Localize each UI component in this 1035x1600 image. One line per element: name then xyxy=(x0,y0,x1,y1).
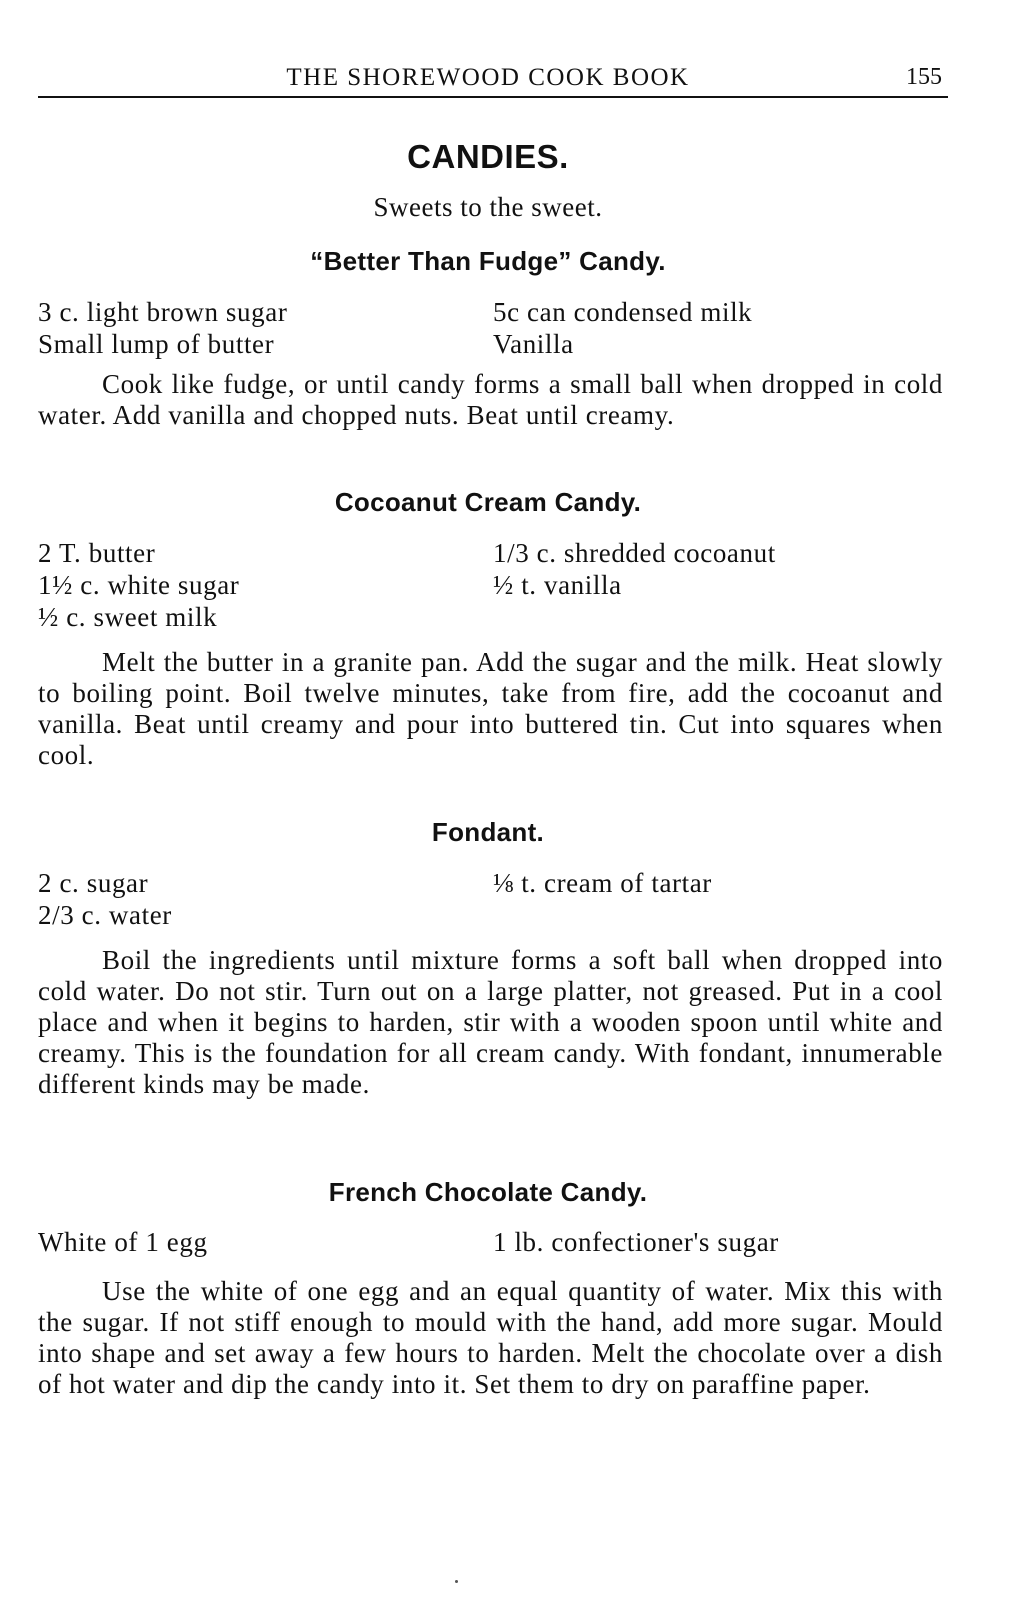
recipe-title-french-chocolate: French Chocolate Candy. xyxy=(328,1177,648,1207)
ingredient-row xyxy=(38,296,948,328)
ingredients-french-chocolate xyxy=(38,1226,948,1258)
ingredient: ⅛ t. cream of tartar xyxy=(493,868,712,898)
ingredient: 1½ c. white sugar xyxy=(38,570,240,600)
ingredient: 2 T. butter xyxy=(38,538,156,568)
ingredient-row xyxy=(38,1226,948,1258)
directions-french-chocolate: Use the white of one egg and an equal quantity of water. Mix this with the sugar. If not stiff enough to mould with the hand, add more sugar. Mould into shape and set away a few hours to harden. Melt the chocolate over a dish of hot water and dip the candy into it. Set them to dry on paraffine paper. xyxy=(38,1276,943,1399)
ingredient: 1 lb. confectioner's sugar xyxy=(493,1227,779,1257)
chapter-epigraph: Sweets to the sweet. xyxy=(373,192,603,222)
ingredient-row xyxy=(38,867,948,899)
print-speck xyxy=(455,1580,458,1583)
directions-cocoanut-cream: Melt the butter in a granite pan. Add the sugar and the milk. Heat slowly to boiling point. Boil twelve minutes, take from fire, add the cocoanut and vanilla. Beat until creamy and pour into buttered tin. Cut into squares when cool. xyxy=(38,647,943,770)
running-head: THE SHOREWOOD COOK BOOK xyxy=(286,64,690,91)
ingredients-better-than-fudge xyxy=(38,296,948,360)
ingredient-row xyxy=(38,569,948,601)
ingredient: Vanilla xyxy=(493,329,574,359)
recipe-title-fondant: Fondant. xyxy=(431,817,545,847)
ingredient: 2 c. sugar xyxy=(38,868,149,898)
ingredient-row xyxy=(38,899,948,931)
ingredient: White of 1 egg xyxy=(38,1227,208,1257)
ingredients-cocoanut-cream xyxy=(38,537,948,633)
ingredient: Small lump of butter xyxy=(38,329,275,359)
ingredient: ½ c. sweet milk xyxy=(38,602,218,632)
directions-fondant: Boil the ingredients until mixture forms a soft ball when dropped into cold water. Do not stir. Turn out on a large platter, not greased. Put in a cool place and when it begins to harden, stir with a wooden spoon until white and creamy. This is the foundation for all cream candy. With fondant, innumerable different kinds may be made. xyxy=(38,945,943,1099)
directions-better-than-fudge: Cook like fudge, or until candy forms a small ball when dropped in cold water. Add vanilla and chopped nuts. Beat until creamy. xyxy=(38,369,943,430)
recipe-title-better-than-fudge: “Better Than Fudge” Candy. xyxy=(310,246,666,276)
page-header xyxy=(38,62,948,98)
ingredients-fondant xyxy=(38,867,948,931)
ingredient: 1/3 c. shredded cocoanut xyxy=(493,538,776,568)
ingredient-row xyxy=(38,328,948,360)
ingredient: 3 c. light brown sugar xyxy=(38,297,288,327)
ingredient-row xyxy=(38,601,948,633)
ingredient: 2/3 c. water xyxy=(38,900,172,930)
book-page xyxy=(38,0,948,1600)
ingredient: 5c can condensed milk xyxy=(493,297,753,327)
recipe-title-cocoanut-cream: Cocoanut Cream Candy. xyxy=(334,487,642,517)
page-number: 155 xyxy=(906,64,942,90)
ingredient: ½ t. vanilla xyxy=(493,570,622,600)
chapter-title: CANDIES. xyxy=(407,138,569,175)
ingredient-row xyxy=(38,537,948,569)
